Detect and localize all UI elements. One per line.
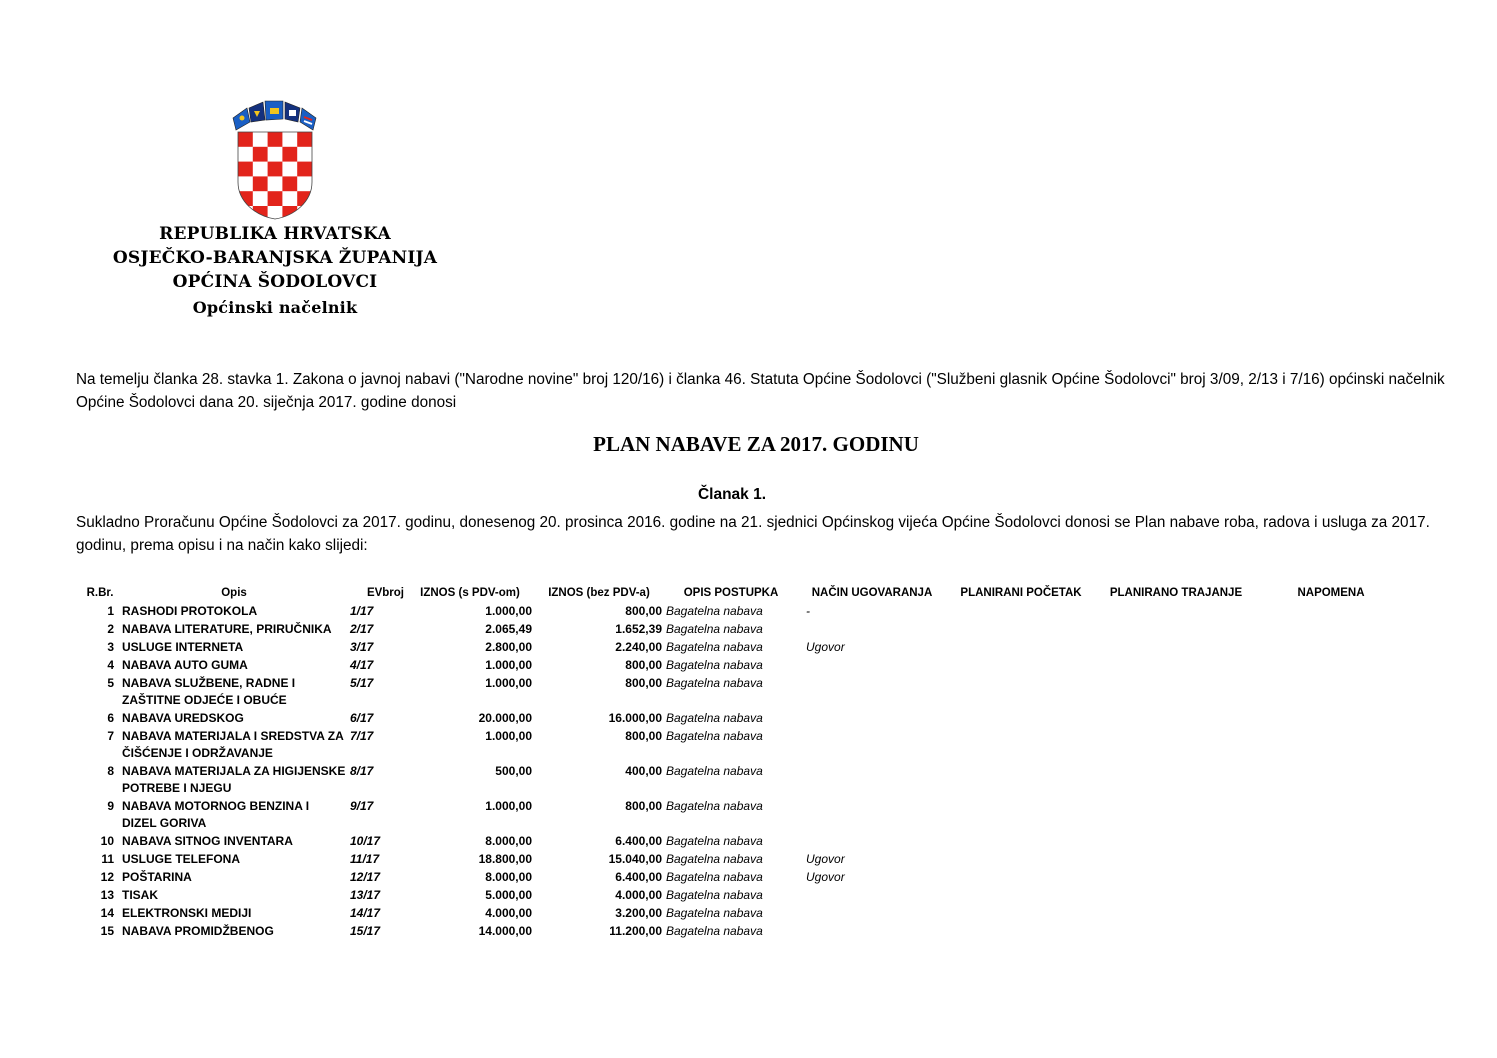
col-header-evbroj: EVbroj (366, 587, 404, 599)
row-contract-method (798, 728, 946, 763)
row-planned-duration (1096, 728, 1256, 763)
row-description: NABAVA UREDSKOG (122, 711, 244, 725)
row-planned-duration (1096, 710, 1256, 728)
table-row (80, 710, 1406, 728)
row-planned-duration (1096, 621, 1256, 639)
row-note (1256, 887, 1406, 905)
row-number: 10 (100, 834, 114, 848)
row-ev-number: 10/17 (350, 834, 381, 848)
row-contract-method: Ugovor (806, 870, 845, 884)
article-paragraph: Sukladno Proračunu Općine Šodolovci za 2017. godinu, donesenog 20. prosinca 2016. godine na 21. sjednici Općinskog vijeća Općine Šodolovci donosi se Plan nabave roba, radova i usluga za 2017. godinu, prema opisu i na način kako slijedi: (76, 514, 1430, 554)
row-amount-with-vat: 14.000,00 (478, 924, 532, 938)
row-planned-duration (1096, 798, 1256, 833)
row-amount-with-vat: 20.000,00 (478, 711, 532, 725)
row-description: POŠTARINA (122, 870, 192, 884)
row-number: 4 (107, 658, 114, 672)
document-title: PLAN NABAVE ZA 2017. GODINU (593, 432, 919, 456)
row-planned-duration (1096, 639, 1256, 657)
row-amount-with-vat: 5.000,00 (485, 888, 532, 902)
row-procedure: Bagatelna nabava (666, 906, 763, 920)
crown (233, 101, 316, 130)
row-ev-number: 1/17 (350, 604, 374, 618)
row-amount-with-vat: 1.000,00 (485, 658, 532, 672)
procurement-plan-table (80, 583, 1406, 941)
row-planned-start (946, 923, 1096, 941)
row-planned-duration (1096, 763, 1256, 798)
row-planned-start (946, 887, 1096, 905)
row-contract-method (798, 798, 946, 833)
row-ev-number: 9/17 (350, 799, 374, 813)
row-number: 12 (100, 870, 114, 884)
row-amount-without-vat: 11.200,00 (609, 924, 662, 938)
row-amount-without-vat: 400,00 (625, 764, 662, 778)
col-header-napomena: NAPOMENA (1297, 587, 1365, 599)
row-procedure: Bagatelna nabava (666, 622, 763, 636)
row-planned-start (946, 657, 1096, 675)
row-planned-start (946, 710, 1096, 728)
row-amount-with-vat: 8.000,00 (485, 834, 532, 848)
row-ev-number: 7/17 (350, 729, 374, 743)
row-contract-method (798, 905, 946, 923)
table-row (80, 869, 1406, 887)
article-heading: Članak 1. (697, 486, 767, 503)
row-ev-number: 2/17 (350, 622, 374, 636)
row-contract-method (798, 675, 946, 710)
row-planned-duration (1096, 833, 1256, 851)
row-note (1256, 675, 1406, 710)
row-description: NABAVA SITNOG INVENTARA (122, 834, 293, 848)
row-note (1256, 603, 1406, 621)
row-planned-start (946, 763, 1096, 798)
row-amount-without-vat: 2.240,00 (615, 640, 662, 654)
row-contract-method: Ugovor (806, 852, 845, 866)
intro-paragraph: Na temelju članka 28. stavka 1. Zakona o javnoj nabavi ("Narodne novine" broj 120/16) i članka 46. Statuta Općine Šodolovci ("Službeni glasnik Općine Šodolovci" broj 3/09, 2/13 i 7/16) općinski načelnik Općine Šodolovci dana 20. siječnja 2017. godine donosi (76, 371, 1445, 411)
row-amount-without-vat: 800,00 (625, 799, 662, 813)
row-description: RASHODI PROTOKOLA (122, 604, 258, 618)
row-note (1256, 833, 1406, 851)
row-amount-with-vat: 1.000,00 (485, 676, 532, 690)
row-note (1256, 763, 1406, 798)
row-note (1256, 728, 1406, 763)
col-header-iznos-bez-pdv: IZNOS (bez PDV-a) (548, 587, 650, 599)
row-number: 15 (100, 924, 114, 938)
row-amount-with-vat: 8.000,00 (485, 870, 532, 884)
table-row (80, 763, 1406, 798)
row-procedure: Bagatelna nabava (666, 799, 763, 813)
row-contract-method (798, 887, 946, 905)
row-planned-start (946, 869, 1096, 887)
row-amount-with-vat: 1.000,00 (485, 604, 532, 618)
row-contract-method (798, 763, 946, 798)
row-description: NABAVA MATERIJALA I SREDSTVA ZA ČIŠĆENJE I ODRŽAVANJE (122, 729, 344, 760)
row-description: NABAVA MATERIJALA ZA HIGIJENSKE POTREBE I NJEGU (122, 764, 346, 795)
row-procedure: Bagatelna nabava (666, 870, 763, 884)
row-description: USLUGE INTERNETA (122, 640, 244, 654)
row-planned-start (946, 905, 1096, 923)
table-row (80, 675, 1406, 710)
row-procedure: Bagatelna nabava (666, 640, 763, 654)
row-planned-duration (1096, 869, 1256, 887)
table-header-row (80, 583, 1406, 603)
row-description: NABAVA MOTORNOG BENZINA I DIZEL GORIVA (122, 799, 310, 830)
row-ev-number: 6/17 (350, 711, 374, 725)
header-office: Općinski načelnik (192, 298, 358, 317)
table-row (80, 728, 1406, 763)
row-number: 9 (107, 799, 114, 813)
row-planned-duration (1096, 887, 1256, 905)
row-procedure: Bagatelna nabava (666, 729, 763, 743)
col-header-nacin-ugovaranja: NAČIN UGOVARANJA (811, 587, 933, 599)
row-description: ELEKTRONSKI MEDIJI (122, 906, 252, 920)
table-row (80, 639, 1406, 657)
row-number: 13 (100, 888, 114, 902)
col-header-opis: Opis (221, 587, 247, 599)
row-planned-start (946, 603, 1096, 621)
row-amount-with-vat: 1.000,00 (485, 729, 532, 743)
row-planned-start (946, 639, 1096, 657)
row-planned-duration (1096, 657, 1256, 675)
row-planned-start (946, 675, 1096, 710)
row-procedure: Bagatelna nabava (666, 924, 763, 938)
row-note (1256, 710, 1406, 728)
row-number: 2 (107, 622, 114, 636)
row-contract-method: - (806, 604, 810, 618)
row-note (1256, 639, 1406, 657)
table-row (80, 798, 1406, 833)
row-contract-method (798, 657, 946, 675)
row-ev-number: 4/17 (350, 658, 374, 672)
row-amount-without-vat: 800,00 (625, 658, 662, 672)
row-amount-without-vat: 3.200,00 (615, 906, 662, 920)
table-body (80, 603, 1406, 941)
row-planned-duration (1096, 923, 1256, 941)
table-row (80, 851, 1406, 869)
row-description: USLUGE TELEFONA (122, 852, 241, 866)
row-note (1256, 923, 1406, 941)
row-ev-number: 8/17 (350, 764, 374, 778)
row-amount-without-vat: 800,00 (625, 604, 662, 618)
row-ev-number: 11/17 (350, 852, 380, 866)
row-planned-start (946, 798, 1096, 833)
header-municipality: OPĆINA ŠODOLOVCI (172, 272, 378, 292)
row-number: 5 (107, 676, 114, 690)
row-amount-without-vat: 1.652,39 (615, 622, 662, 636)
row-note (1256, 851, 1406, 869)
row-description: NABAVA LITERATURE, PRIRUČNIKA (122, 622, 332, 636)
row-number: 3 (107, 640, 114, 654)
row-procedure: Bagatelna nabava (666, 852, 763, 866)
col-header-rb: R.Br. (86, 587, 114, 599)
row-amount-without-vat: 15.040,00 (608, 852, 662, 866)
table-row (80, 905, 1406, 923)
col-header-iznos-s-pdv: IZNOS (s PDV-om) (420, 587, 520, 599)
row-note (1256, 905, 1406, 923)
row-procedure: Bagatelna nabava (666, 888, 763, 902)
row-amount-with-vat: 18.800,00 (478, 852, 532, 866)
row-note (1256, 869, 1406, 887)
row-amount-without-vat: 800,00 (625, 676, 662, 690)
croatian-coat-of-arms-icon (230, 100, 320, 220)
row-procedure: Bagatelna nabava (666, 676, 763, 690)
row-amount-with-vat: 2.800,00 (485, 640, 532, 654)
row-planned-start (946, 851, 1096, 869)
row-contract-method (798, 710, 946, 728)
row-contract-method (798, 833, 946, 851)
row-amount-with-vat: 500,00 (495, 764, 532, 778)
table-row (80, 657, 1406, 675)
row-procedure: Bagatelna nabava (666, 658, 763, 672)
row-planned-start (946, 621, 1096, 639)
row-planned-start (946, 833, 1096, 851)
row-number: 8 (107, 764, 114, 778)
row-planned-start (946, 728, 1096, 763)
row-amount-without-vat: 800,00 (625, 729, 662, 743)
row-contract-method (798, 621, 946, 639)
row-description: NABAVA PROMIDŽBENOG (122, 924, 274, 938)
row-number: 1 (107, 604, 114, 618)
col-header-planirano-trajanje: PLANIRANO TRAJANJE (1109, 587, 1243, 599)
row-note (1256, 621, 1406, 639)
issuer-header (60, 222, 490, 320)
row-contract-method: Ugovor (806, 640, 845, 654)
row-ev-number: 14/17 (350, 906, 381, 920)
row-amount-with-vat: 4.000,00 (485, 906, 532, 920)
row-amount-with-vat: 1.000,00 (485, 799, 532, 813)
row-planned-duration (1096, 675, 1256, 710)
row-number: 6 (107, 711, 114, 725)
table-row (80, 923, 1406, 941)
row-procedure: Bagatelna nabava (666, 834, 763, 848)
row-amount-without-vat: 4.000,00 (615, 888, 662, 902)
row-note (1256, 657, 1406, 675)
row-amount-without-vat: 16.000,00 (608, 711, 662, 725)
row-number: 11 (101, 852, 114, 866)
row-ev-number: 15/17 (350, 924, 381, 938)
table-row (80, 833, 1406, 851)
row-description: NABAVA AUTO GUMA (122, 658, 248, 672)
row-planned-duration (1096, 603, 1256, 621)
row-ev-number: 5/17 (350, 676, 374, 690)
row-procedure: Bagatelna nabava (666, 604, 763, 618)
row-note (1256, 798, 1406, 833)
row-contract-method (798, 923, 946, 941)
row-ev-number: 13/17 (350, 888, 381, 902)
row-planned-duration (1096, 905, 1256, 923)
row-amount-with-vat: 2.065,49 (485, 622, 532, 636)
row-description: TISAK (122, 888, 158, 902)
header-county: OSJEČKO-BARANJSKA ŽUPANIJA (112, 248, 438, 268)
row-ev-number: 3/17 (350, 640, 374, 654)
row-description: NABAVA SLUŽBENE, RADNE I ZAŠTITNE ODJEĆE I OBUĆE (122, 676, 296, 707)
table-row (80, 621, 1406, 639)
table-row (80, 603, 1406, 621)
col-header-opis-postupka: OPIS POSTUPKA (683, 587, 779, 599)
row-planned-duration (1096, 851, 1256, 869)
row-number: 14 (100, 906, 114, 920)
row-procedure: Bagatelna nabava (666, 711, 763, 725)
row-amount-without-vat: 6.400,00 (615, 870, 662, 884)
row-procedure: Bagatelna nabava (666, 764, 763, 778)
header-country: REPUBLIKA HRVATSKA (159, 224, 391, 244)
table-row (80, 887, 1406, 905)
row-amount-without-vat: 6.400,00 (615, 834, 662, 848)
col-header-planirani-pocetak: PLANIRANI POČETAK (960, 587, 1082, 599)
row-ev-number: 12/17 (350, 870, 381, 884)
row-number: 7 (107, 729, 114, 743)
